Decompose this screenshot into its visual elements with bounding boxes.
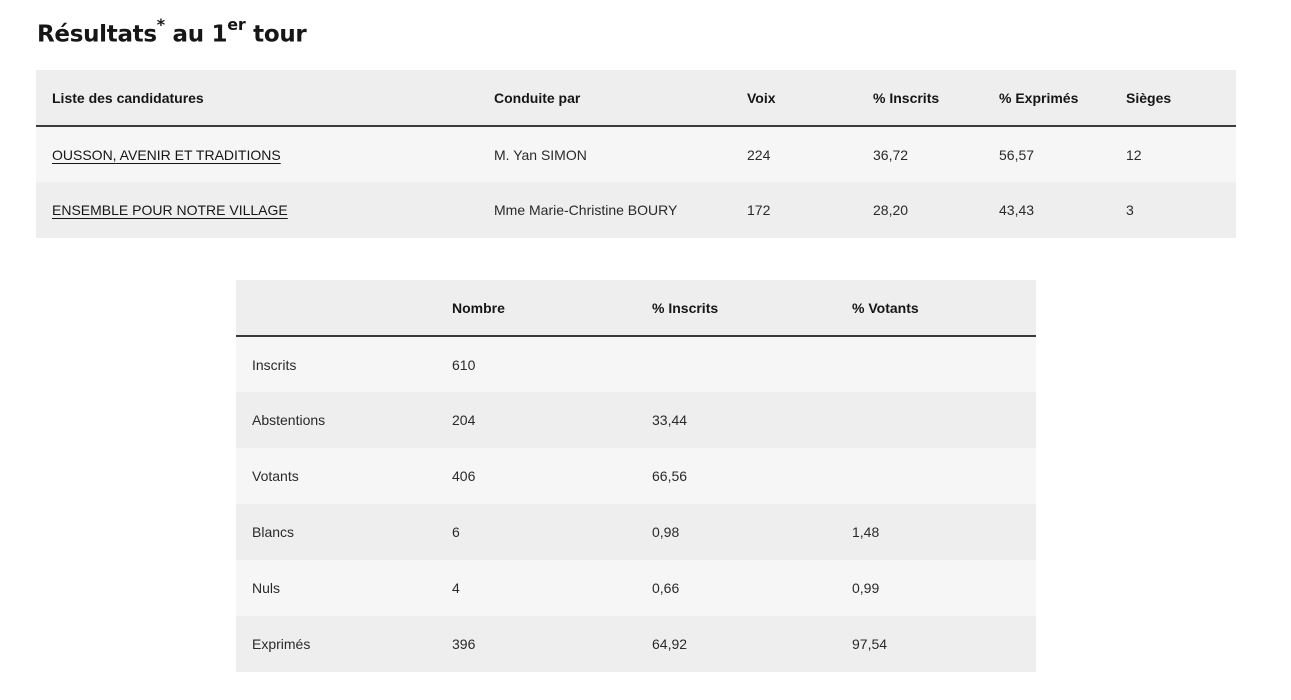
header-nombre: Nombre (436, 280, 636, 336)
header-conduite: Conduite par (478, 70, 731, 126)
title-ordinal: er (227, 15, 246, 34)
cell-pct-votants (836, 392, 1036, 448)
page-title (37, 15, 307, 48)
cell-pct-inscrits: 33,44 (652, 412, 688, 428)
cell-nombre: 204 (452, 412, 476, 428)
title-middle: au 1 (164, 21, 228, 48)
header-blank (236, 280, 436, 336)
title-main: Résultats (37, 21, 157, 48)
row-label: Blancs (252, 524, 295, 540)
cell-pct-inscrits: 66,56 (652, 468, 688, 484)
title-end: tour (245, 21, 307, 48)
header-pct-inscrits: % Inscrits (636, 280, 836, 336)
cell-pct-inscrits: 0,66 (652, 580, 680, 596)
table-row (236, 392, 1036, 448)
header-liste: Liste des candidatures (36, 70, 478, 126)
cell-pct-inscrits (636, 336, 836, 392)
table-row (236, 616, 1036, 672)
cell-exprimes: 43,43 (999, 202, 1035, 218)
cell-liste (36, 182, 478, 238)
cell-nombre: 610 (452, 356, 476, 373)
turnout-table (236, 280, 1036, 672)
row-label: Nuls (252, 580, 281, 596)
cell-sieges: 12 (1126, 146, 1142, 163)
cell-nombre: 4 (452, 580, 460, 596)
row-label: Votants (252, 468, 299, 484)
table-row (236, 504, 1036, 560)
cell-voix: 224 (747, 146, 771, 163)
table-row (36, 182, 1236, 238)
cell-nombre: 6 (452, 524, 460, 540)
cell-pct-votants: 0,99 (852, 580, 880, 596)
cell-sieges: 3 (1126, 202, 1134, 218)
cell-conduite: M. Yan SIMON (494, 146, 587, 163)
cell-nombre: 396 (452, 636, 476, 652)
title-asterisk: * (156, 15, 165, 34)
cell-liste (36, 126, 478, 182)
table-row (236, 336, 1036, 392)
row-label: Abstentions (252, 412, 326, 428)
header-inscrits: % Inscrits (857, 70, 983, 126)
cell-inscrits: 36,72 (873, 146, 909, 163)
cell-conduite: Mme Marie-Christine BOURY (494, 202, 678, 218)
cell-pct-inscrits: 64,92 (652, 636, 688, 652)
list-link-ousson[interactable]: OUSSON, AVENIR ET TRADITIONS (52, 146, 281, 163)
cell-exprimes: 56,57 (999, 146, 1035, 163)
header-pct-votants: % Votants (836, 280, 1036, 336)
results-header-row (36, 70, 1236, 126)
header-sieges: Sièges (1110, 70, 1236, 126)
table-row (236, 448, 1036, 504)
header-exprimes: % Exprimés (983, 70, 1110, 126)
cell-pct-votants (836, 448, 1036, 504)
cell-pct-votants (836, 336, 1036, 392)
table-row (236, 560, 1036, 616)
cell-inscrits: 28,20 (873, 202, 909, 218)
cell-pct-votants: 1,48 (852, 524, 880, 540)
turnout-header-row (236, 280, 1036, 336)
row-label: Inscrits (252, 356, 297, 373)
cell-nombre: 406 (452, 468, 476, 484)
table-row (36, 126, 1236, 182)
header-voix: Voix (731, 70, 857, 126)
row-label: Exprimés (252, 636, 311, 652)
cell-pct-votants: 97,54 (852, 636, 888, 652)
list-link-ensemble[interactable]: ENSEMBLE POUR NOTRE VILLAGE (52, 202, 288, 218)
cell-pct-inscrits: 0,98 (652, 524, 680, 540)
cell-voix: 172 (747, 202, 771, 218)
results-table (36, 70, 1236, 238)
